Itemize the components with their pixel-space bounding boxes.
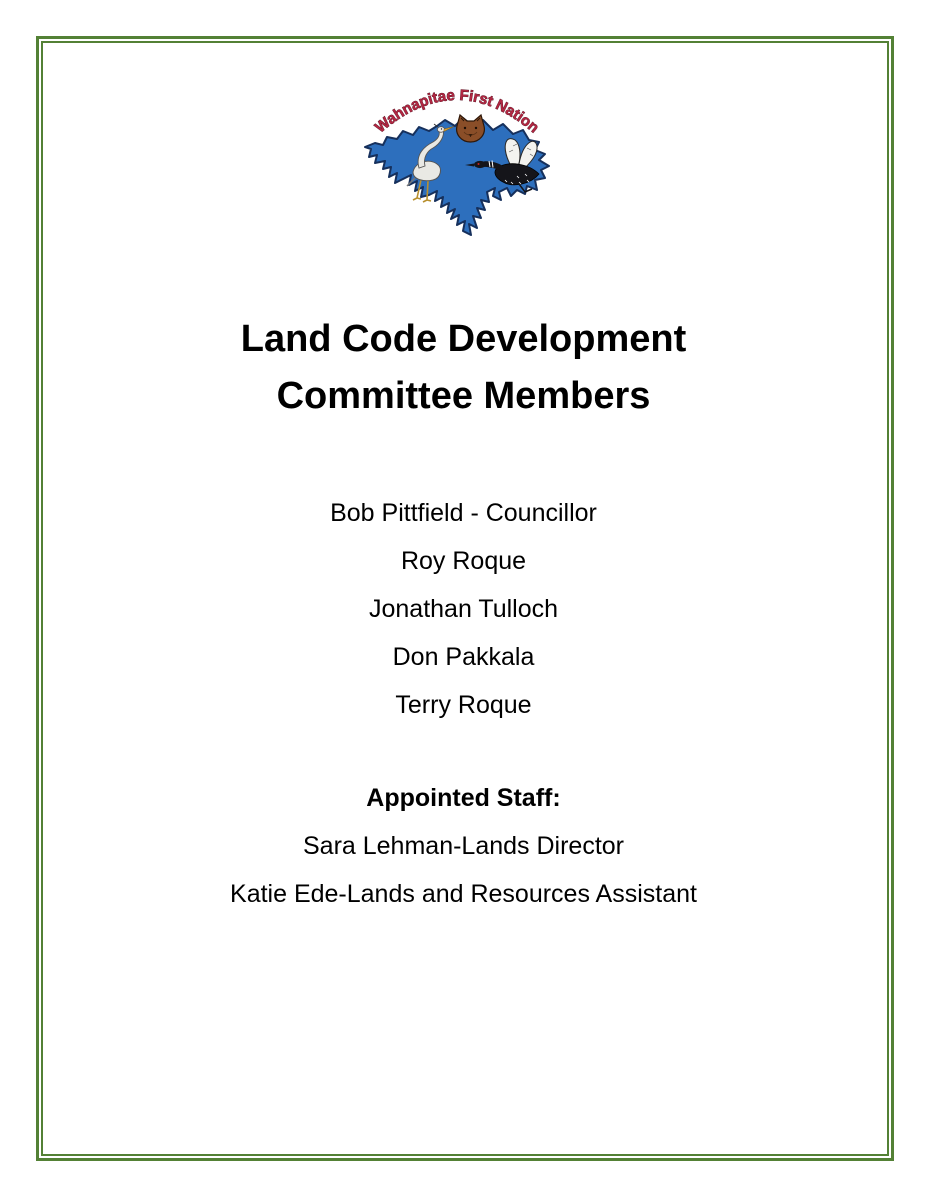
logo-wahnapitae-first-nation: [357, 84, 557, 236]
document-title: [0, 311, 927, 425]
member-name: Bob Pittfield - Councillor: [330, 499, 597, 527]
staff-member-name: Katie Ede-Lands and Resources Assistant: [230, 880, 697, 908]
staff-heading: Appointed Staff:: [366, 784, 561, 812]
appointed-staff-section: [0, 774, 927, 918]
logo-graphic: [357, 84, 557, 236]
logo-arc-text: Wahnapitae First Nation: [371, 86, 543, 137]
staff-member-name: Sara Lehman-Lands Director: [303, 832, 624, 860]
title-line-1: Land Code Development: [240, 318, 687, 360]
member-name: Jonathan Tulloch: [368, 595, 559, 623]
member-name: Roy Roque: [400, 547, 527, 575]
member-name: Don Pakkala: [392, 643, 535, 671]
committee-members-list: [0, 489, 927, 729]
member-name: Terry Roque: [395, 691, 532, 719]
title-line-2: Committee Members: [276, 375, 651, 417]
wolf-face-icon: [457, 115, 485, 142]
